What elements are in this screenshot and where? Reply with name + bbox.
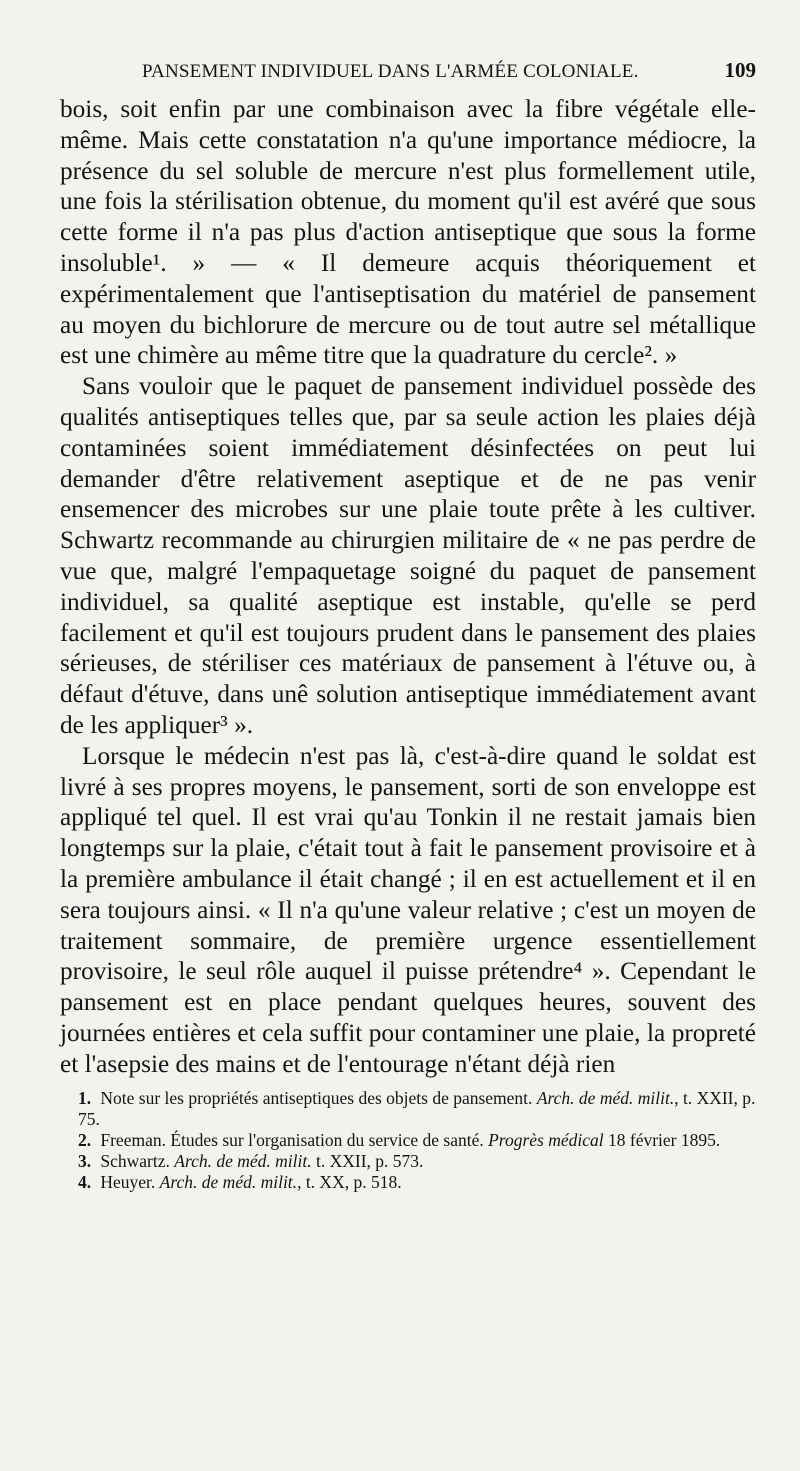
running-title: PANSEMENT INDIVIDUEL DANS L'ARMÉE COLONIALE. — [142, 61, 639, 82]
page-number: 109 — [724, 58, 756, 82]
footnote-ref: , t. XX, p. 518. — [297, 1171, 402, 1192]
footnotes — [60, 1088, 756, 1193]
footnote-number: 2. — [78, 1129, 92, 1150]
footnote-text: Note sur les propriétés antiseptiques des objets de pansement. — [100, 1087, 533, 1108]
footnote-ref: , t. XXII, p. 75. — [78, 1087, 756, 1129]
footnote-ref: 18 février 1895. — [603, 1129, 721, 1150]
footnote-ref: t. XXII, p. 573. — [311, 1150, 424, 1171]
paragraph: bois, soit enfin par une combinaison avec la fibre végétale elle-même. Mais cette constatation n'a qu'une importance médiocre, la présence du sel soluble de mercure n'est plus formellement utile, une fois la stérilisation obtenue, du moment qu'il est avéré que sous cette forme il n'a pas plus d'action antiseptique que sous la forme insoluble¹. » — « Il demeure acquis théoriquement et expérimentalement que l'antiseptisation du matériel de pansement au moyen du bichlorure de mercure ou de tout autre sel métallique est une chimère au même titre que la quadrature du cercle². » — [60, 95, 756, 370]
footnote — [78, 1151, 756, 1172]
body-text — [60, 94, 756, 1080]
paragraph: Sans vouloir que le paquet de pansement individuel possède des qualités antiseptiques telles que, par sa seule action les plaies déjà contaminées soient immédiatement désinfectées on peut lui demander d'être relativement aseptique et de ne pas venir ensemencer des microbes sur une plaie toute prête à les cultiver. Schwartz recommande au chirurgien militaire de « ne pas perdre de vue que, malgré l'empaquetage soigné du paquet de pansement individuel, sa qualité aseptique est instable, qu'elle se perd facilement et qu'il est toujours prudent dans le pansement des plaies sérieuses, de stériliser ces matériaux de pansement à l'étuve ou, à défaut d'étuve, dans unê solution antiseptique immédiatement avant de les appliquer³ ». — [60, 372, 756, 739]
footnote-source: Arch. de méd. milit. — [536, 1087, 675, 1108]
page-header — [142, 58, 756, 94]
footnote-source: Progrès médical — [488, 1129, 604, 1150]
footnote — [78, 1088, 756, 1130]
footnote — [78, 1172, 756, 1193]
footnote-text: Schwartz. — [100, 1150, 170, 1171]
paragraph: Lorsque le médecin n'est pas là, c'est-à-dire quand le soldat est livré à ses propres moyens, le pansement, sorti de son enveloppe est appliqué tel quel. Il est vrai qu'au Tonkin il ne restait jamais bien longtemps sur la plaie, c'était tout à fait le pansement provisoire et à la première ambulance il était changé ; il en est actuellement et il en sera toujours ainsi. « Il n'a qu'une valeur relative ; c'est un moyen de traitement sommaire, de première urgence essentiellement provisoire, le seul rôle auquel il puisse prétendre⁴ ». Cependant le pansement est en place pendant quelques heures, souvent des journées entières et cela suffit pour contaminer une plaie, la propreté et l'asepsie des mains et de l'entourage n'étant déjà rien — [60, 741, 756, 1078]
footnote-number: 1. — [78, 1087, 92, 1108]
footnote-text: Freeman. Études sur l'organisation du service de santé. — [100, 1129, 484, 1150]
footnote-source: Arch. de méd. milit. — [159, 1171, 298, 1192]
footnote-source: Arch. de méd. milit. — [174, 1150, 312, 1171]
footnote-number: 4. — [78, 1171, 92, 1192]
footnote-text: Heuyer. — [100, 1171, 156, 1192]
footnote-number: 3. — [78, 1150, 92, 1171]
footnote — [78, 1130, 756, 1151]
